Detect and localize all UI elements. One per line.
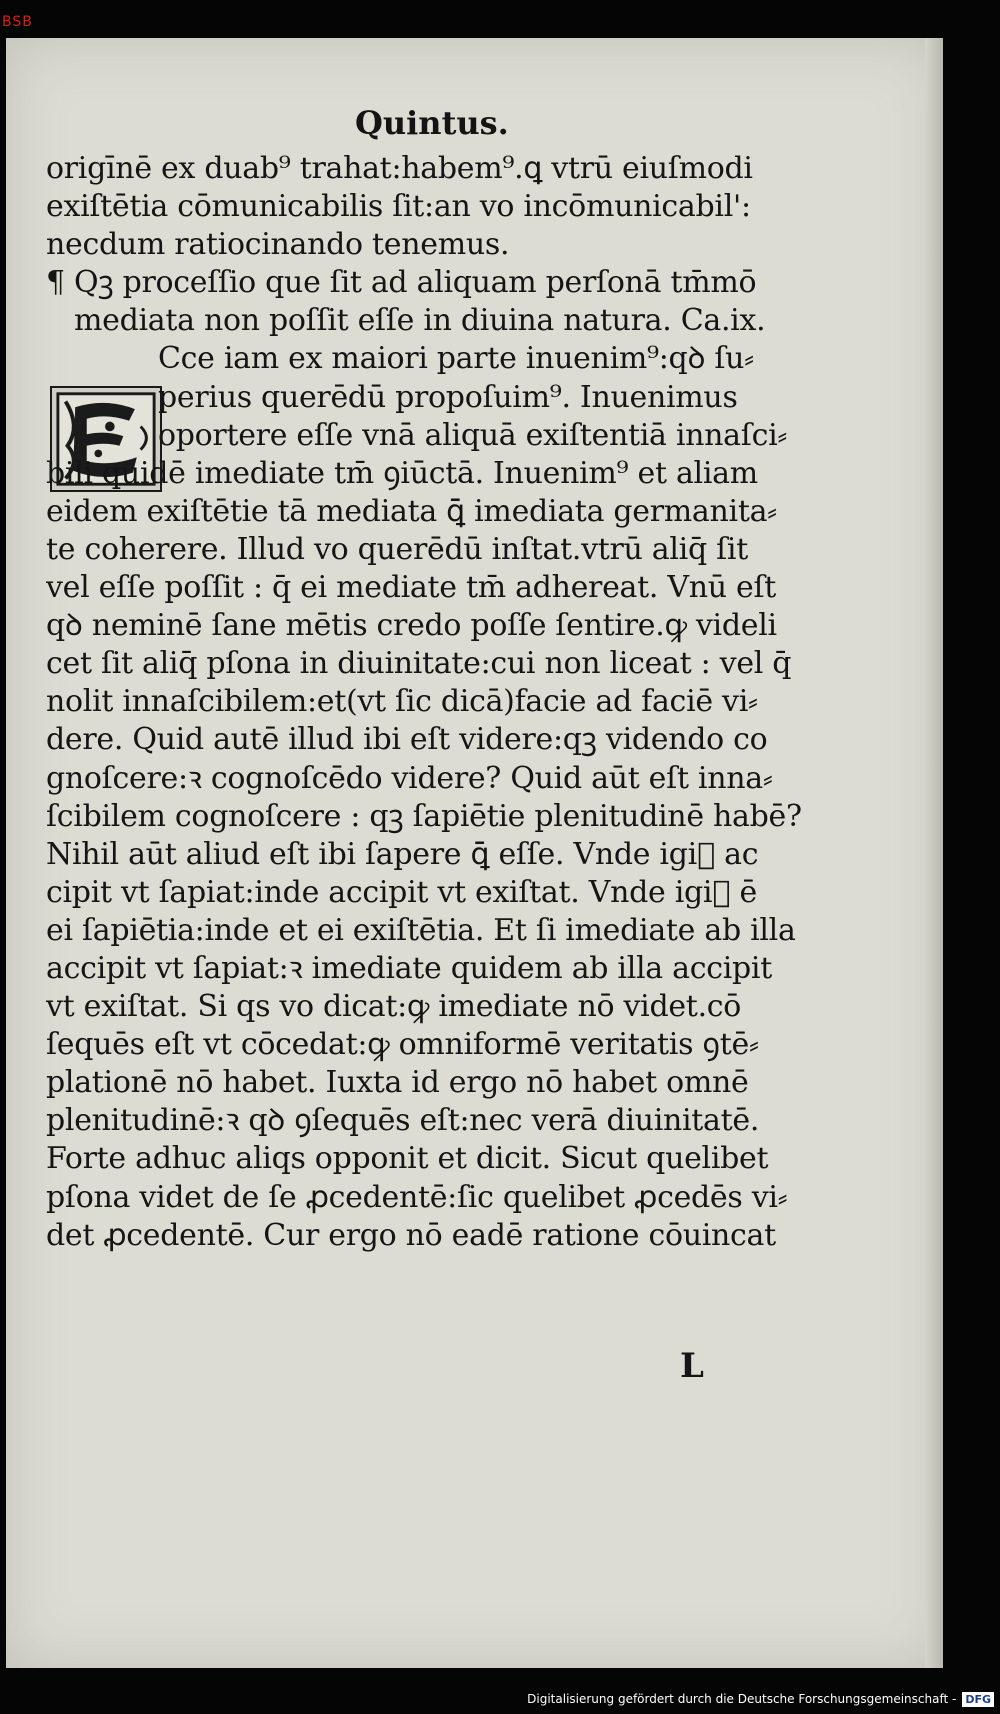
text-line: det ꝓcedentē. Cur ergo nō eadē ratione cōuincat xyxy=(46,1217,776,1253)
text-line: Forte adhuc aliqs opponit et dicit. Sicut quelibet xyxy=(46,1141,769,1177)
text-line: perius querēdū propoſuim⁹. Inuenimus xyxy=(158,379,738,415)
text-line: vel eſſe poſſit : q̄ ei mediate tm̄ adhereat. Vnū eſt xyxy=(46,570,777,606)
text-line: exiſtētia cōmunicabilis ſit:an vo incōmunicabil': xyxy=(46,189,751,225)
text-line: Nihil aūt aliud eſt ibi ſapere ꝗ̄ eſſe. Vnde igi᷑ ac xyxy=(46,836,759,872)
text-line: plenitudinē:ꝛ qꝺ ꝯſequēs eſt:nec verā diuinitatē. xyxy=(46,1103,760,1139)
bsb-mark: BSB xyxy=(2,14,33,30)
text-line: dere. Quid autē illud ibi eſt videre:qꝫ videndo co xyxy=(46,722,768,758)
text-line: ſcibilem cognoſcere : qꝫ ſapiētie plenitudinē habē? xyxy=(46,798,802,834)
page-text-block xyxy=(46,150,836,1255)
text-line: ſequēs eſt vt cōcedat:ꝙ omniformē veritatis ꝯtē⸗ xyxy=(46,1027,759,1063)
text-line: Cce iam ex maiori parte inuenim⁹:qꝺ ſu⸗ xyxy=(158,341,754,377)
text-line: gnoſcere:ꝛ cognoſcēdo videre? Quid aūt eſt inna⸗ xyxy=(46,760,773,796)
text-line: origīnē ex duab⁹ trahat:habem⁹.ꝗ vtrū eiuſmodi xyxy=(46,151,753,186)
page-edge xyxy=(925,38,943,1668)
text-line: accipit vt ſapiat:ꝛ imediate quidem ab illa accipit xyxy=(46,950,772,986)
text-line: nolit innaſcibilem:et(vt ſic dicā)facie ad faciē vi⸗ xyxy=(46,684,758,720)
dfg-logo: DFG xyxy=(962,1692,994,1707)
text-line: ¶ Qꝫ proceſſio que ſit ad aliquam perſonā tm̄mō xyxy=(46,265,757,301)
text-line: te coherere. Illud vo querēdū inſtat.vtrū aliq̄ ſit xyxy=(46,531,748,567)
catchword: L xyxy=(680,1346,704,1386)
text-line: necdum ratiocinando tenemus. xyxy=(46,227,510,263)
text-line: mediata non poſſit eſſe in diuina natura. Ca.ix. xyxy=(74,303,766,339)
page-header: Quintus. xyxy=(355,104,509,142)
text-line: vt exiſtat. Si qs vo dicat:ꝙ imediate nō videt.cō xyxy=(46,989,742,1025)
text-line: cipit vt ſapiat:inde accipit vt exiſtat. Vnde igi᷑ ē xyxy=(46,874,757,910)
text-line: plationē nō habet. Iuxta id ergo nō habet omnē xyxy=(46,1065,749,1101)
text-line: pſona videt de ſe ꝓcedentē:ſic quelibet ꝓcedēs vi⸗ xyxy=(46,1179,788,1215)
text-line: oportere eſſe vnā aliquā exiſtentiā innaſci⸗ xyxy=(158,417,788,453)
text-line: eidem exiſtētie tā mediata ꝗ̄ imediata germanita⸗ xyxy=(46,493,777,529)
text-line: bili quidē imediate tm̄ ꝯiūctā. Inuenim⁹ et aliam xyxy=(46,455,758,491)
text-line: qꝺ neminē ſane mētis credo poſſe ſentire.ꝙ videli xyxy=(46,608,777,644)
text-line: ei ſapiētia:inde et ei exiſtētia. Et ſi imediate ab illa xyxy=(46,912,796,948)
text-line: cet ſit aliq̄ pſona in diuinitate:cui non liceat : vel q̄ xyxy=(46,646,792,682)
footer-text: Digitalisierung gefördert durch die Deutsche Forschungsgemeinschaft - xyxy=(527,1692,957,1706)
footer-credit xyxy=(527,1688,994,1710)
